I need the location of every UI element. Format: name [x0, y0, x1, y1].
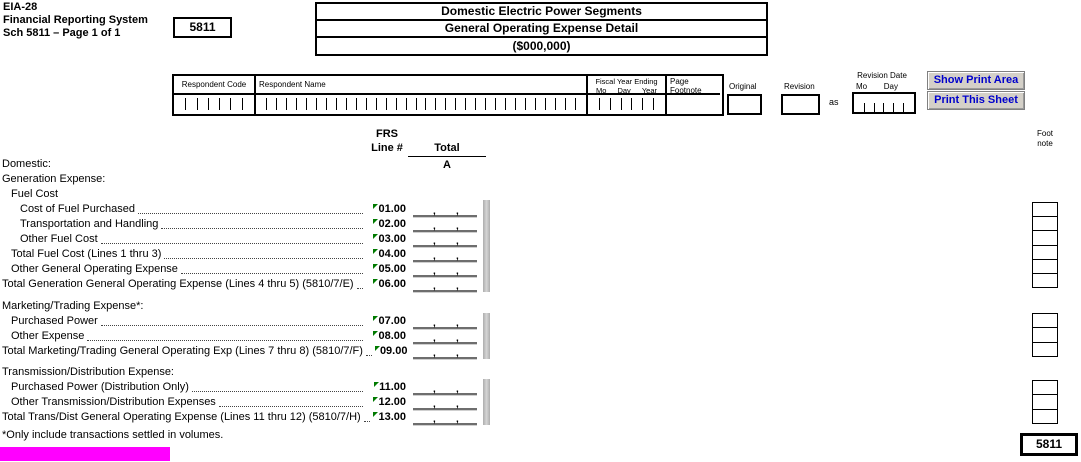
- total-entry-field[interactable]: , ,: [413, 345, 477, 359]
- row-label: Fuel Cost: [11, 188, 59, 200]
- total-entry-field[interactable]: , ,: [413, 248, 477, 262]
- original-input-box[interactable]: [727, 94, 762, 115]
- revision-date-input-box[interactable]: [852, 92, 916, 114]
- fiscal-year-input[interactable]: [588, 95, 665, 112]
- footnote-cell[interactable]: [1033, 274, 1057, 287]
- section-label-row: [2, 172, 481, 187]
- expense-row: [2, 202, 481, 217]
- revision-mo-label: Mo: [856, 82, 868, 91]
- total-entry-field[interactable]: , ,: [413, 315, 477, 329]
- respondent-code-label: Respondent Code: [174, 76, 254, 95]
- print-this-sheet-button[interactable]: Print This Sheet: [927, 91, 1025, 110]
- as-label: as: [829, 97, 839, 107]
- row-label: Other Fuel Cost: [20, 233, 98, 245]
- row-label: Purchased Power: [11, 315, 98, 327]
- row-label: Generation Expense:: [2, 173, 106, 185]
- expense-row: [2, 344, 481, 359]
- footnote-cell[interactable]: [1033, 231, 1057, 245]
- dotted-leader: [87, 340, 363, 341]
- dotted-leader: [101, 325, 363, 326]
- frs-line-number: 08.00: [366, 329, 406, 344]
- footnote-column-header: Foot note: [1036, 129, 1053, 148]
- footnote-cell[interactable]: [1033, 343, 1057, 356]
- row-label: Domestic:: [2, 158, 51, 170]
- fiscal-year-column: [586, 76, 665, 114]
- title-line-2: General Operating Expense Detail: [317, 21, 766, 38]
- row-label: Total Trans/Dist General Operating Expense (Lines 11 thru 12) (5810/7/H): [2, 411, 361, 423]
- expense-row: [2, 329, 481, 344]
- revision-day-label: Day: [883, 82, 898, 91]
- total-entry-field[interactable]: , ,: [413, 396, 477, 410]
- footnote-cells-generation: [1032, 202, 1058, 288]
- dotted-leader: [357, 288, 363, 289]
- dotted-leader: [364, 421, 370, 422]
- row-label: Total Fuel Cost (Lines 1 thru 3): [11, 248, 162, 260]
- footnote-cell[interactable]: [1033, 314, 1057, 328]
- gray-divider-bar: [483, 313, 490, 359]
- total-entry-field[interactable]: , ,: [413, 278, 477, 292]
- frs-line-number: 11.00: [366, 380, 406, 395]
- page-footnote-column: [665, 76, 720, 114]
- revision-date-label: Revision Date: [857, 71, 907, 80]
- footnote-cell[interactable]: [1033, 395, 1057, 409]
- dotted-leader: [181, 273, 363, 274]
- fiscal-mo-label: Mo: [596, 86, 607, 95]
- expense-row: [2, 380, 481, 395]
- row-label: Marketing/Trading Expense*:: [2, 300, 144, 312]
- form-id: EIA-28: [3, 1, 38, 13]
- expense-row: [2, 262, 481, 277]
- footer-note: *Only include transactions settled in volumes.: [2, 429, 224, 441]
- total-entry-field[interactable]: , ,: [413, 330, 477, 344]
- frs-line-number: 13.00: [373, 410, 406, 425]
- fiscal-year-sub-label: Year: [641, 86, 657, 95]
- schedule-page: Sch 5811 – Page 1 of 1: [3, 27, 121, 39]
- dotted-leader: [138, 213, 363, 214]
- footnote-cell[interactable]: [1033, 217, 1057, 231]
- show-print-area-button[interactable]: Show Print Area: [927, 71, 1025, 90]
- total-entry-field[interactable]: , ,: [413, 263, 477, 277]
- expense-row: [2, 277, 481, 292]
- frs-line-number: 09.00: [375, 344, 408, 359]
- row-label: Other Expense: [11, 330, 85, 342]
- expense-row: [2, 247, 481, 262]
- frs-line-number: 07.00: [366, 314, 406, 329]
- frs-line-number: 05.00: [366, 262, 406, 277]
- highlight-bar: [0, 447, 170, 461]
- dotted-leader: [164, 258, 363, 259]
- section-label-row: [2, 157, 481, 172]
- footnote-cells-marketing: [1032, 313, 1058, 357]
- row-label: Purchased Power (Distribution Only): [11, 381, 189, 393]
- section-label-row: [2, 187, 481, 202]
- frs-line-number: 06.00: [366, 277, 406, 292]
- expense-row: [2, 395, 481, 410]
- dotted-leader: [161, 228, 363, 229]
- row-label: Transportation and Handling: [20, 218, 159, 230]
- footnote-cell[interactable]: [1033, 381, 1057, 395]
- footnote-cell[interactable]: [1033, 203, 1057, 217]
- expense-row: [2, 232, 481, 247]
- section-label-row: [2, 299, 481, 314]
- dotted-leader: [219, 406, 363, 407]
- frs-line-column-header: FRS Line #: [371, 128, 403, 154]
- system-name: Financial Reporting System: [3, 14, 148, 26]
- footnote-cell[interactable]: [1033, 260, 1057, 274]
- row-label: Cost of Fuel Purchased: [20, 203, 135, 215]
- section-label-row: [2, 365, 481, 380]
- total-entry-field[interactable]: , ,: [413, 218, 477, 232]
- schedule-code-box-top: 5811: [173, 17, 232, 38]
- revision-label: Revision: [784, 82, 815, 91]
- footnote-cells-transmission: [1032, 380, 1058, 424]
- revision-input-box[interactable]: [781, 94, 820, 115]
- dotted-leader: [101, 243, 363, 244]
- row-label: Other General Operating Expense: [11, 263, 178, 275]
- original-label: Original: [729, 82, 757, 91]
- row-label: Total Generation General Operating Expense (Lines 4 thru 5) (5810/7/E): [2, 278, 354, 290]
- row-label: Transmission/Distribution Expense:: [2, 366, 174, 378]
- footnote-cell[interactable]: [1033, 328, 1057, 342]
- total-entry-field[interactable]: , ,: [413, 203, 477, 217]
- dotted-leader: [366, 355, 372, 356]
- revision-date-sublabels: [856, 82, 898, 91]
- gray-divider-bar: [483, 379, 490, 425]
- gray-divider-bar: [483, 200, 490, 292]
- frs-line-number: 04.00: [366, 247, 406, 262]
- row-label: Total Marketing/Trading General Operating Exp (Lines 7 thru 8) (5810/7/F): [2, 345, 363, 357]
- frs-line-number: 02.00: [366, 217, 406, 232]
- frs-line-number: 12.00: [366, 395, 406, 410]
- footnote-cell[interactable]: [1033, 410, 1057, 423]
- column-a-header: A: [443, 159, 451, 171]
- schedule-code-box-bottom: 5811: [1020, 433, 1078, 456]
- dotted-leader: [192, 391, 363, 392]
- frs-line-number: 03.00: [366, 232, 406, 247]
- total-entry-field[interactable]: , ,: [413, 233, 477, 247]
- expense-rows-area: [2, 0, 482, 462]
- total-entry-field[interactable]: , ,: [413, 381, 477, 395]
- footnote-cell[interactable]: [1033, 246, 1057, 260]
- frs-line-number: 01.00: [366, 202, 406, 217]
- title-line-1: Domestic Electric Power Segments: [317, 4, 766, 21]
- fiscal-day-label: Day: [617, 86, 631, 95]
- page-footnote-input[interactable]: [667, 95, 720, 112]
- expense-row: [2, 410, 481, 425]
- title-line-3: ($000,000): [512, 39, 571, 53]
- expense-row: [2, 217, 481, 232]
- page-footnote-label: Page Footnote: [667, 76, 720, 95]
- total-entry-field[interactable]: , ,: [413, 411, 477, 425]
- respondent-name-label: Respondent Name: [256, 76, 586, 95]
- total-column-header: Total: [408, 142, 486, 157]
- expense-row: [2, 314, 481, 329]
- row-label: Other Transmission/Distribution Expenses: [11, 396, 216, 408]
- fiscal-year-label: Fiscal Year Ending Mo Day Year: [588, 76, 665, 95]
